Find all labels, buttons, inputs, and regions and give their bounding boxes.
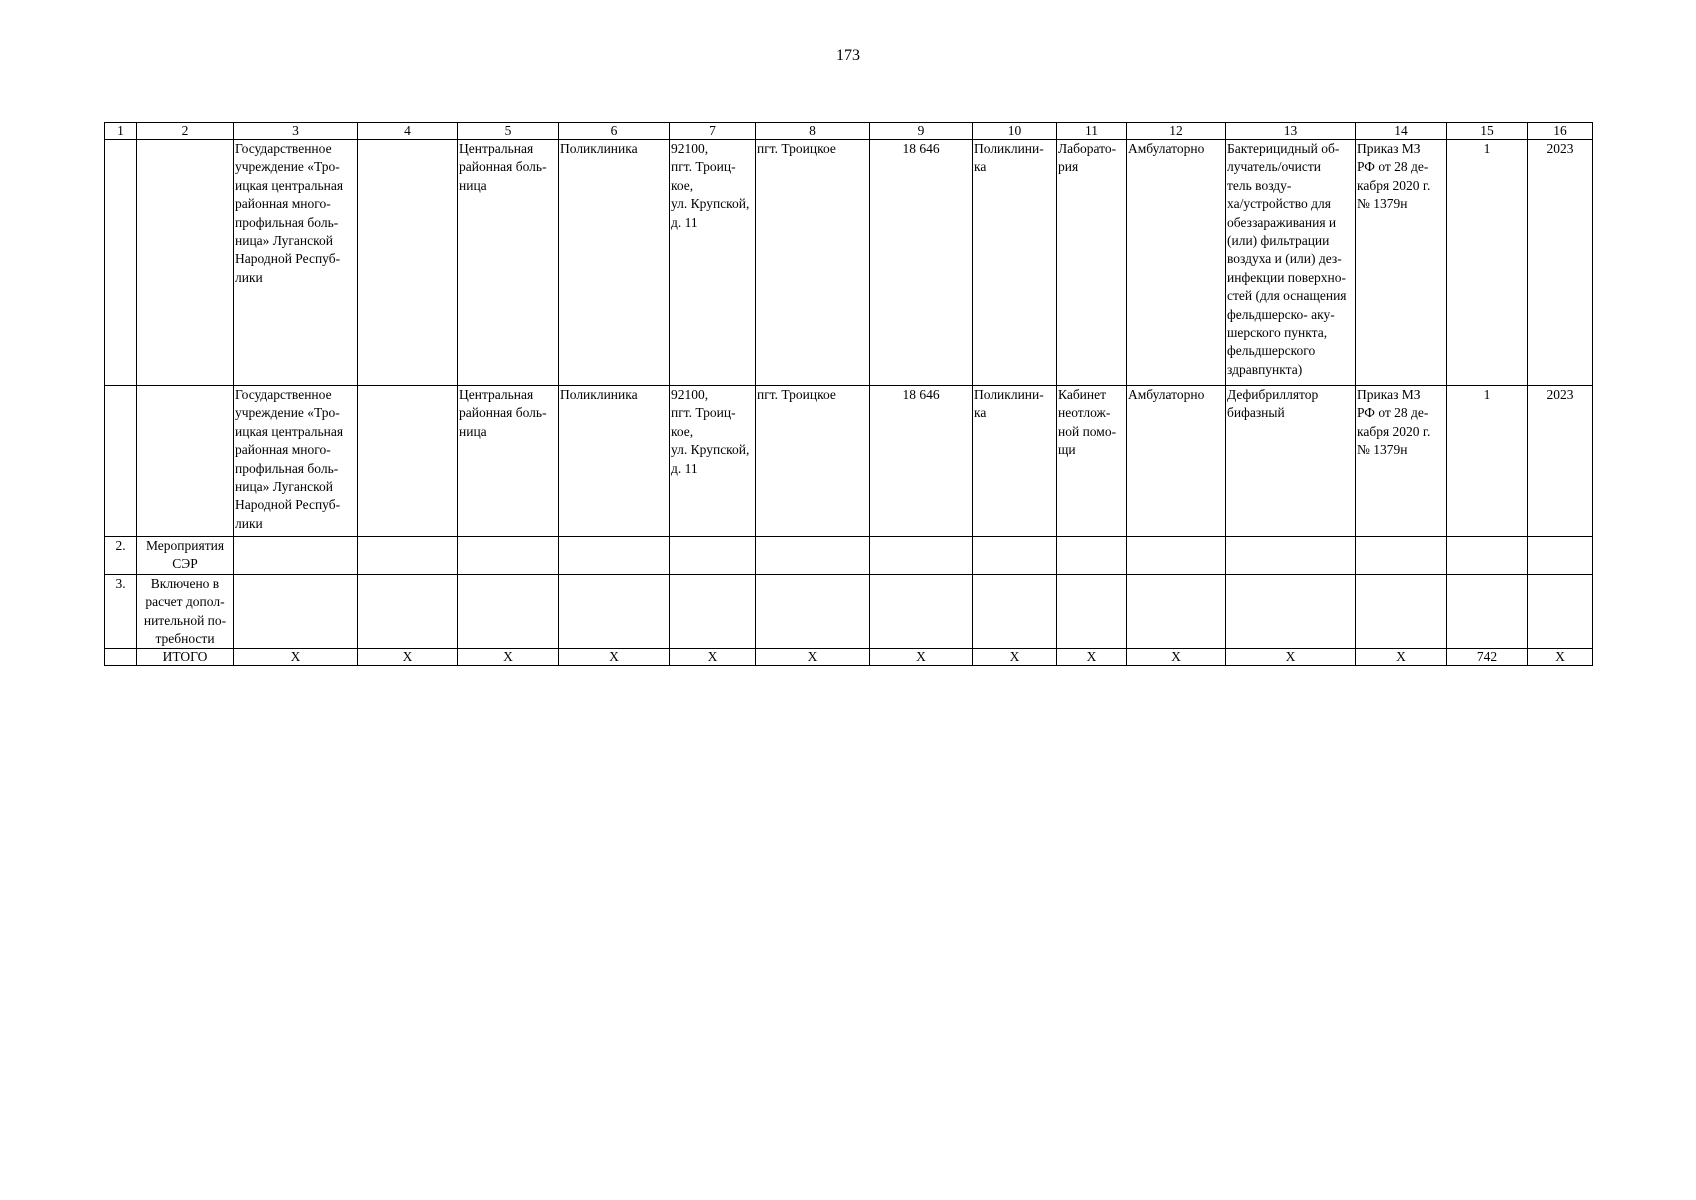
population-cell: 18 646 [870, 386, 973, 537]
locality-cell: пгт. Троицкое [756, 140, 870, 386]
empty-cell [973, 574, 1057, 649]
equipment-cell: Бактерицидный об- лучатель/очисти тель возду- ха/устройство для обеззараживания и (или) фильтрации воздуха и (или) дез- инфекции поверхно- стей (для оснащения фельдшерско- аку- шерского пункта, фельдшерского здравпункта) [1226, 140, 1356, 386]
total-x-mark: Х [756, 649, 870, 666]
quantity-cell: 1 [1447, 386, 1528, 537]
section-number: 2. [105, 537, 137, 575]
total-quantity: 742 [1447, 649, 1528, 666]
table-row [105, 140, 1593, 386]
total-x-mark: Х [670, 649, 756, 666]
total-x-mark: Х [1226, 649, 1356, 666]
total-x-mark: Х [1356, 649, 1447, 666]
section-row [105, 537, 1593, 575]
column-number: 6 [559, 123, 670, 140]
empty-cell [105, 649, 137, 666]
empty-cell [870, 574, 973, 649]
total-x-mark: Х [234, 649, 358, 666]
column-number: 1 [105, 123, 137, 140]
facility-type-cell: Центральная районная боль- ница [458, 140, 559, 386]
column-number: 9 [870, 123, 973, 140]
section-number: 3. [105, 574, 137, 649]
empty-cell [1528, 537, 1593, 575]
unit-cell: Поликлини- ка [973, 386, 1057, 537]
column-number: 11 [1057, 123, 1127, 140]
empty-cell [756, 574, 870, 649]
empty-cell [870, 537, 973, 575]
empty-cell [1127, 574, 1226, 649]
empty-cell [1127, 537, 1226, 575]
empty-cell [559, 574, 670, 649]
equipment-cell: Дефибриллятор бифазный [1226, 386, 1356, 537]
empty-cell [234, 574, 358, 649]
column-number: 10 [973, 123, 1057, 140]
empty-cell [670, 537, 756, 575]
total-x-mark: Х [870, 649, 973, 666]
empty-cell [1057, 574, 1127, 649]
column-number: 13 [1226, 123, 1356, 140]
column-number: 4 [358, 123, 458, 140]
year-cell: 2023 [1528, 140, 1593, 386]
column-number: 2 [137, 123, 234, 140]
section-row [105, 574, 1593, 649]
empty-cell [458, 574, 559, 649]
section-label: Включено в расчет допол- нительной по- требности [137, 574, 234, 649]
order-cell: Приказ МЗ РФ от 28 де- кабря 2020 г. № 1379н [1356, 386, 1447, 537]
empty-cell [1226, 537, 1356, 575]
population-cell: 18 646 [870, 140, 973, 386]
total-x-mark: Х [1528, 649, 1593, 666]
total-x-mark: Х [559, 649, 670, 666]
empty-cell [358, 574, 458, 649]
empty-cell [1356, 537, 1447, 575]
total-label: ИТОГО [137, 649, 234, 666]
empty-cell [358, 386, 458, 537]
column-number: 5 [458, 123, 559, 140]
total-x-mark: Х [973, 649, 1057, 666]
total-row [105, 649, 1593, 666]
table-row [105, 386, 1593, 537]
row-number-cell [105, 140, 137, 386]
column-number-row [105, 123, 1593, 140]
room-cell: Лаборато- рия [1057, 140, 1127, 386]
empty-cell [458, 537, 559, 575]
institution-cell: Государственное учреждение «Тро- ицкая центральная районная много- профильная боль- ница» Луганской Народной Респуб- лики [234, 386, 358, 537]
empty-cell [670, 574, 756, 649]
empty-cell [234, 537, 358, 575]
column-number: 8 [756, 123, 870, 140]
total-x-mark: Х [1057, 649, 1127, 666]
empty-cell [358, 537, 458, 575]
column-number: 7 [670, 123, 756, 140]
department-cell: Поликлиника [559, 386, 670, 537]
year-cell: 2023 [1528, 386, 1593, 537]
row-category-cell [137, 386, 234, 537]
empty-cell [559, 537, 670, 575]
empty-cell [1226, 574, 1356, 649]
total-x-mark: Х [1127, 649, 1226, 666]
row-category-cell [137, 140, 234, 386]
section-label: Мероприятия СЭР [137, 537, 234, 575]
quantity-cell: 1 [1447, 140, 1528, 386]
empty-cell [1528, 574, 1593, 649]
empty-cell [1057, 537, 1127, 575]
empty-cell [756, 537, 870, 575]
column-number: 3 [234, 123, 358, 140]
column-number: 14 [1356, 123, 1447, 140]
locality-cell: пгт. Троицкое [756, 386, 870, 537]
unit-cell: Поликлини- ка [973, 140, 1057, 386]
empty-cell [1356, 574, 1447, 649]
page-number: 173 [836, 47, 860, 64]
row-number-cell [105, 386, 137, 537]
empty-cell [358, 140, 458, 386]
care-mode-cell: Амбулаторно [1127, 386, 1226, 537]
institution-cell: Государственное учреждение «Тро- ицкая центральная районная много- профильная боль- ница» Луганской Народной Респуб- лики [234, 140, 358, 386]
total-x-mark: Х [358, 649, 458, 666]
empty-cell [973, 537, 1057, 575]
empty-cell [1447, 574, 1528, 649]
facility-type-cell: Центральная районная боль- ница [458, 386, 559, 537]
address-cell: 92100, пгт. Троиц- кое, ул. Крупской, д. 11 [670, 386, 756, 537]
empty-cell [1447, 537, 1528, 575]
order-cell: Приказ МЗ РФ от 28 де- кабря 2020 г. № 1379н [1356, 140, 1447, 386]
care-mode-cell: Амбулаторно [1127, 140, 1226, 386]
column-number: 16 [1528, 123, 1593, 140]
data-table [104, 122, 1593, 666]
column-number: 12 [1127, 123, 1226, 140]
column-number: 15 [1447, 123, 1528, 140]
department-cell: Поликлиника [559, 140, 670, 386]
address-cell: 92100, пгт. Троиц- кое, ул. Крупской, д. 11 [670, 140, 756, 386]
total-x-mark: Х [458, 649, 559, 666]
room-cell: Кабинет неотлож- ной помо- щи [1057, 386, 1127, 537]
